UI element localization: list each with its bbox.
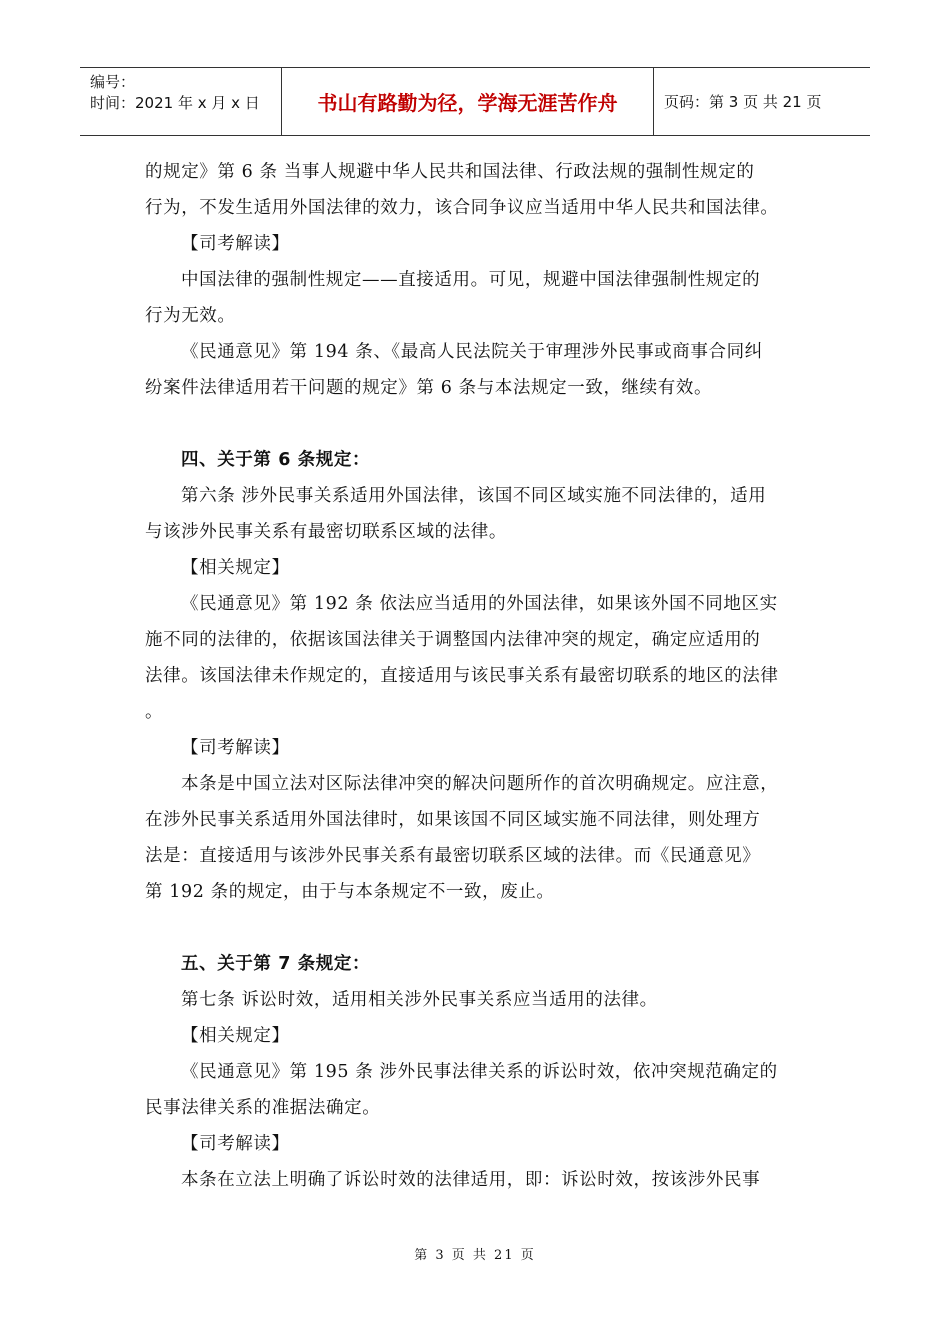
paragraph-line: 与该涉外民事关系有最密切联系区域的法律。 xyxy=(145,522,507,542)
paragraph-line: 第七条 诉讼时效，适用相关涉外民事关系应当适用的法律。 xyxy=(181,990,658,1010)
page-footer: 第 3 页 共 21 页 xyxy=(414,1248,536,1263)
header-meta xyxy=(80,68,282,135)
section-label: 【相关规定】 xyxy=(181,558,290,578)
paragraph-line: 第六条 涉外民事关系适用外国法律，该国不同区域实施不同法律的，适用 xyxy=(181,486,767,506)
header-page-code: 页码：第 3 页 共 21 页 xyxy=(664,93,822,111)
section-label: 【司考解读】 xyxy=(181,738,290,758)
paragraph-line: 纷案件法律适用若干问题的规定》第 6 条与本法规定一致，继续有效。 xyxy=(145,378,713,398)
paragraph-line: 行为无效。 xyxy=(145,306,236,326)
section-label: 【司考解读】 xyxy=(181,1134,290,1154)
paragraph-line: 法是：直接适用与该涉外民事关系有最密切联系区域的法律。而《民通意见》 xyxy=(145,846,761,866)
paragraph-line: 。 xyxy=(145,702,164,722)
section-heading: 五、关于第 7 条规定： xyxy=(181,954,371,974)
paragraph-line: 《民通意见》第 194 条、《最高人民法院关于审理涉外民事或商事合同纠 xyxy=(181,342,763,362)
paragraph-line: 本条是中国立法对区际法律冲突的解决问题所作的首次明确规定。应注意， xyxy=(181,774,779,794)
document-body xyxy=(145,154,810,1198)
paragraph-line: 第 192 条的规定，由于与本条规定不一致，废止。 xyxy=(145,882,555,902)
section-label: 【相关规定】 xyxy=(181,1026,290,1046)
doc-number-label: 编号： xyxy=(90,73,136,91)
paragraph-line: 施不同的法律的，依据该国法律关于调整国内法律冲突的规定，确定应适用的 xyxy=(145,630,761,650)
header-motto: 书山有路勤为径，学海无涯苦作舟 xyxy=(317,91,618,115)
paragraph-line: 的规定》第 6 条 当事人规避中华人民共和国法律、行政法规的强制性规定的 xyxy=(145,162,755,182)
header-motto-cell xyxy=(282,68,654,135)
paragraph-line: 法律。该国法律未作规定的，直接适用与该民事关系有最密切联系的地区的法律 xyxy=(145,666,779,686)
section-heading: 四、关于第 6 条规定： xyxy=(181,450,371,470)
header-table xyxy=(80,67,870,136)
paragraph-line: 在涉外民事关系适用外国法律时，如果该国不同区域实施不同法律，则处理方 xyxy=(145,810,761,830)
paragraph-line: 民事法律关系的准据法确定。 xyxy=(145,1098,381,1118)
paragraph-line: 《民通意见》第 192 条 依法应当适用的外国法律，如果该外国不同地区实 xyxy=(181,594,778,614)
paragraph-line: 本条在立法上明确了诉讼时效的法律适用，即：诉讼时效，按该涉外民事 xyxy=(181,1170,761,1190)
doc-time-label: 时间：2021 年 x 月 x 日 xyxy=(90,94,260,112)
section-label: 【司考解读】 xyxy=(181,234,290,254)
paragraph-line: 中国法律的强制性规定——直接适用。可见，规避中国法律强制性规定的 xyxy=(181,270,761,290)
paragraph-line: 《民通意见》第 195 条 涉外民事法律关系的诉讼时效，依冲突规范确定的 xyxy=(181,1062,778,1082)
paragraph-line: 行为，不发生适用外国法律的效力，该合同争议应当适用中华人民共和国法律。 xyxy=(145,198,779,218)
